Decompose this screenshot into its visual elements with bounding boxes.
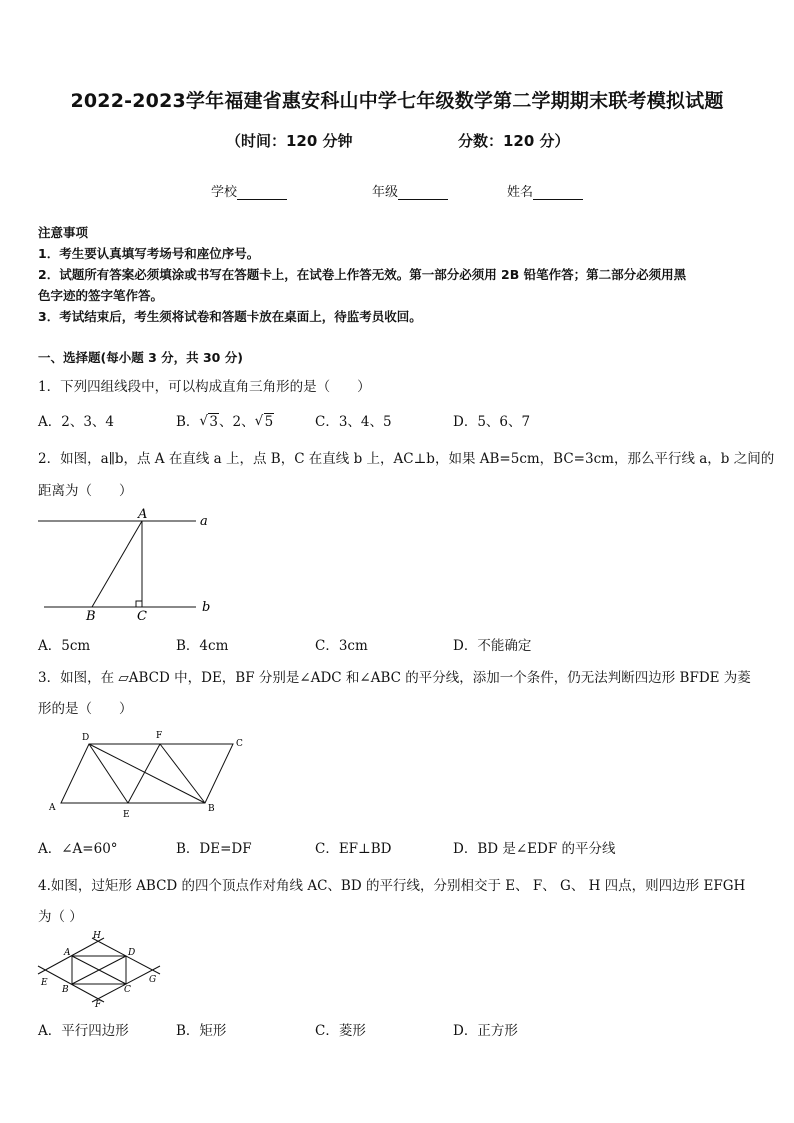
question-2-stem: 2．如图，a∥b，点 A 在直线 a 上，点 B，C 在直线 b 上，AC⊥b，如果 AB=5cm，BC=3cm，那么平行线 a，b 之间的 [38, 451, 775, 467]
exam-score: 分数：120 分） [458, 132, 570, 150]
q4-option-a[interactable]: A．平行四边形 [38, 1023, 129, 1039]
q3-label-d: D [82, 733, 90, 743]
q3-option-d[interactable]: D．BD 是∠EDF 的平分线 [453, 841, 616, 857]
q3-option-a[interactable]: A．∠A=60° [38, 841, 118, 857]
school-label: 学校 [211, 185, 238, 200]
q3-label-a: A [49, 803, 56, 813]
q4-option-c[interactable]: C．菱形 [315, 1023, 366, 1039]
q3-option-b[interactable]: B．DE=DF [176, 841, 252, 857]
page-title: 2022-2023学年福建省惠安科山中学七年级数学第二学期期末联考模拟试题 [70, 90, 724, 112]
section-heading: 一、选择题(每小题 3 分，共 30 分) [38, 350, 243, 365]
question-3-stem: 3．如图，在 ▱ABCD 中，DE，BF 分别是∠ADC 和∠ABC 的平分线，添加一个条件，仍无法判断四边形 BFDE 为菱 [38, 670, 751, 686]
question-4-stem: 4.如图，过矩形 ABCD 的四个顶点作对角线 AC、BD 的平行线，分别相交于 E、 F、 G、 H 四点，则四边形 EFGH [38, 878, 746, 894]
q4-option-d[interactable]: D．正方形 [453, 1023, 518, 1039]
notes-heading: 注意事项 [38, 225, 89, 240]
question-4-stem-cont: 为（ ） [38, 909, 83, 925]
question-3-stem-cont: 形的是（ ） [38, 701, 133, 717]
q2-label-b-point: B [86, 609, 96, 624]
grade-label: 年级 [372, 185, 399, 200]
q4-label-f: F [95, 1000, 102, 1010]
q2-option-a[interactable]: A．5cm [38, 638, 91, 654]
note-item: 1．考生要认真填写考场号和座位序号。 [38, 246, 260, 261]
q2-option-b[interactable]: B．4cm [176, 638, 229, 654]
q1-option-b-prefix: B． [176, 414, 200, 430]
q2-option-c[interactable]: C．3cm [315, 638, 368, 654]
sqrt-3: √ 3 [199, 414, 219, 430]
q1-option-b-mid: 、2、 [219, 414, 255, 430]
q3-option-c[interactable]: C．EF⊥BD [315, 841, 392, 857]
q4-label-a: A [64, 948, 71, 958]
question-1-stem: 1．下列四组线段中，可以构成直角三角形的是（ ） [38, 379, 371, 395]
question-2-stem-cont: 距离为（ ） [38, 483, 133, 499]
note-item: 3．考试结束后，考生须将试卷和答题卡放在桌面上，待监考员收回。 [38, 309, 422, 324]
q3-label-b: B [208, 804, 215, 814]
q1-option-c[interactable]: C．3、4、5 [315, 414, 392, 430]
q4-label-b: B [62, 985, 69, 995]
q4-label-e: E [41, 978, 48, 988]
q4-label-c: C [124, 985, 131, 995]
sqrt-5: √ 5 [255, 414, 275, 430]
q3-label-e: E [123, 810, 130, 820]
q3-label-c: C [236, 739, 243, 749]
q4-label-h: H [93, 931, 101, 941]
q2-label-line-a: a [200, 514, 208, 529]
q4-option-b[interactable]: B．矩形 [176, 1023, 227, 1039]
exam-time: （时间：120 分钟 [226, 132, 353, 150]
q2-label-c-point: C [137, 609, 147, 624]
q4-label-d: D [128, 948, 136, 958]
q1-option-a[interactable]: A．2、3、4 [38, 414, 115, 430]
note-item: 2．试题所有答案必须填涂或书写在答题卡上，在试卷上作答无效。第一部分必须用 2B 铅笔作答；第二部分必须用黑 [38, 267, 687, 282]
note-item: 色字迹的签字笔作答。 [38, 288, 164, 303]
q1-option-d[interactable]: D．5、6、7 [453, 414, 531, 430]
q2-option-d[interactable]: D．不能确定 [453, 638, 532, 654]
q2-label-a-point: A [138, 507, 148, 522]
q3-label-f: F [156, 731, 163, 741]
q2-label-line-b: b [202, 600, 211, 615]
name-label: 姓名 [507, 185, 534, 200]
q4-label-g: G [149, 975, 157, 985]
